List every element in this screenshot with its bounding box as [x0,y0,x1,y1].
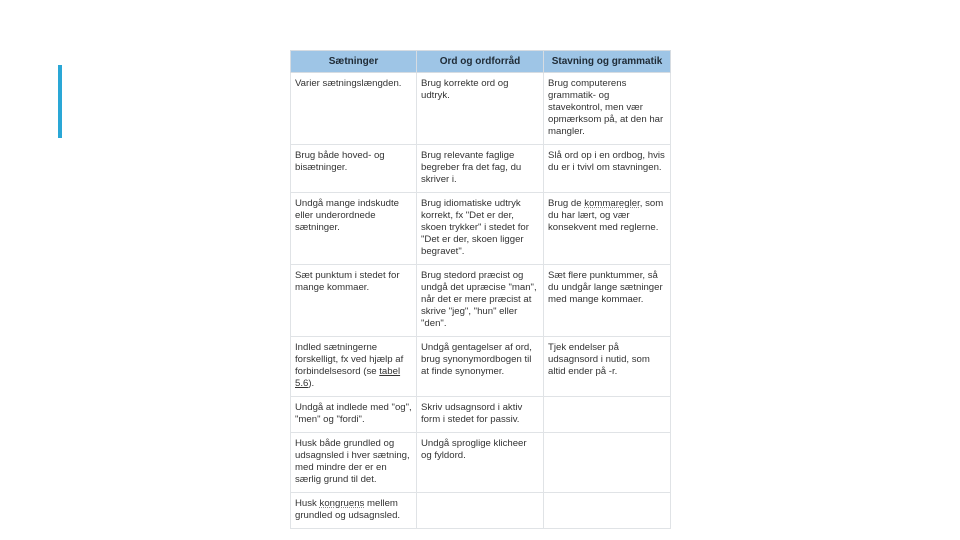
table-cell [417,493,544,529]
table-header-row [291,51,671,73]
spellcheck-word: kommaregler [584,198,640,209]
table-cell: Undgå at indlede med "og", "men" og "fordi". [291,397,417,433]
table-cell [544,397,671,433]
table-cell: Skriv udsagnsord i aktiv form i stedet for passiv. [417,397,544,433]
table-cell: Brug computerens grammatik- og stavekontrol, men vær opmærksom på, at den har mangler. [544,73,671,145]
table-cell: Husk kongruens mellem grundled og udsagnsled. [291,493,417,529]
table-cell: Brug stedord præcist og undgå det upræcise "man", når det er mere præcist at skrive "jeg", "hun" eller "den". [417,265,544,337]
table-cell: Brug korrekte ord og udtryk. [417,73,544,145]
table-row [291,193,671,265]
table-cell: Slå ord op i en ordbog, hvis du er i tvivl om stavningen. [544,145,671,193]
table-row [291,145,671,193]
table-cell: Brug idiomatiske udtryk korrekt, fx "Det er der, skoen trykker" i stedet for "Det er der, skoen ligger begravet". [417,193,544,265]
header-ord-og-ordforraad: Ord og ordforråd [417,51,544,73]
table-cell [544,493,671,529]
writing-tips-table [290,50,671,529]
table-reference-link[interactable]: tabel 5.6 [295,366,401,389]
table-cell: Sæt flere punktummer, så du undgår lange sætninger med mange kommaer. [544,265,671,337]
header-stavning-og-grammatik: Stavning og grammatik [544,51,671,73]
table-cell: Brug de kommaregler, som du har lært, og vær konsekvent med reglerne. [544,193,671,265]
table-cell: Husk både grundled og udsagnsled i hver sætning, med mindre der er en særlig grund til det. [291,433,417,493]
spellcheck-word: kongruens [319,498,365,509]
header-saetninger: Sætninger [291,51,417,73]
writing-tips-table-container [290,50,670,521]
table-cell [544,433,671,493]
table-row [291,433,671,493]
table-cell: Sæt punktum i stedet for mange kommaer. [291,265,417,337]
table-cell: Brug både hoved- og bisætninger. [291,145,417,193]
table-cell: Brug relevante faglige begreber fra det fag, du skriver i. [417,145,544,193]
table-cell: Indled sætningerne forskelligt, fx ved hjælp af forbindelsesord (se tabel 5.6). [291,337,417,397]
table-cell: Undgå mange indskudte eller underordnede sætninger. [291,193,417,265]
accent-bar [58,65,62,138]
table-row [291,337,671,397]
table-cell: Varier sætningslængden. [291,73,417,145]
table-cell: Undgå sproglige klicheer og fyldord. [417,433,544,493]
table-row [291,493,671,529]
table-row [291,397,671,433]
table-cell: Undgå gentagelser af ord, brug synonymordbogen til at finde synonymer. [417,337,544,397]
table-cell: Tjek endelser på udsagnsord i nutid, som altid ender på -r. [544,337,671,397]
table-row [291,265,671,337]
table-row [291,73,671,145]
